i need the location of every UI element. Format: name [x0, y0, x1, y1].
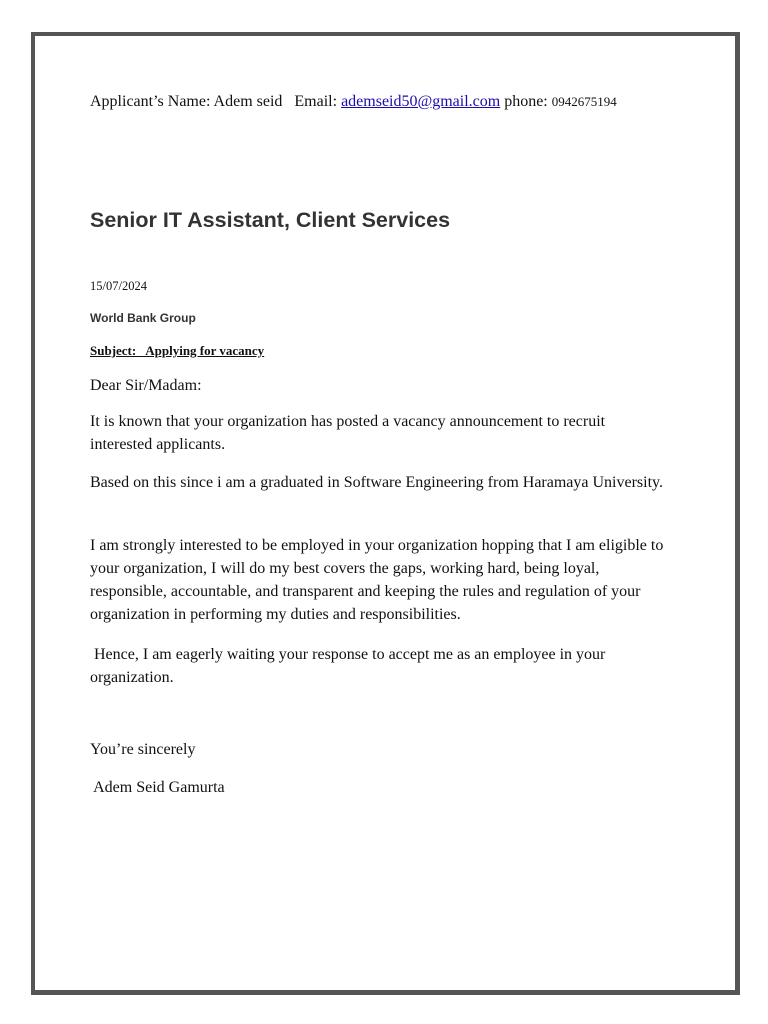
- signature-name: Adem Seid Gamurta: [90, 779, 225, 796]
- applicant-name: Applicant’s Name: Adem seid: [90, 93, 283, 110]
- document-page: [31, 32, 740, 995]
- letter-date: 15/07/2024: [90, 279, 147, 293]
- greeting: Dear Sir/Madam:: [90, 377, 202, 394]
- job-title: Senior IT Assistant, Client Services: [90, 208, 451, 232]
- email-label: Email:: [294, 93, 338, 110]
- subject-line: Subject: Applying for vacancy: [90, 343, 265, 358]
- phone-number: 0942675194: [551, 94, 617, 109]
- paragraph-1: It is known that your organization has posted a vacancy announcement to recruit interested applicants.: [90, 413, 606, 453]
- paragraph-4: Hence, I am eagerly waiting your response to accept me as an employee in your organization.: [90, 646, 610, 686]
- organization-name: World Bank Group: [90, 311, 196, 325]
- paragraph-3: I am strongly interested to be employed in your organization hopping that I am eligible to your organization, I will do my best covers the gaps, working hard, being loyal, responsible, accountable, and transparent and keeping the rules and regulation of your organization in performing my duties and responsibilities.: [90, 537, 664, 623]
- email-link[interactable]: ademseid50@gmail.com: [341, 93, 501, 110]
- paragraph-2: Based on this since i am a graduated in Software Engineering from Haramaya University.: [90, 474, 664, 491]
- phone-label: phone:: [504, 93, 548, 110]
- applicant-header: [90, 93, 670, 111]
- closing-line: You’re sincerely: [90, 741, 196, 758]
